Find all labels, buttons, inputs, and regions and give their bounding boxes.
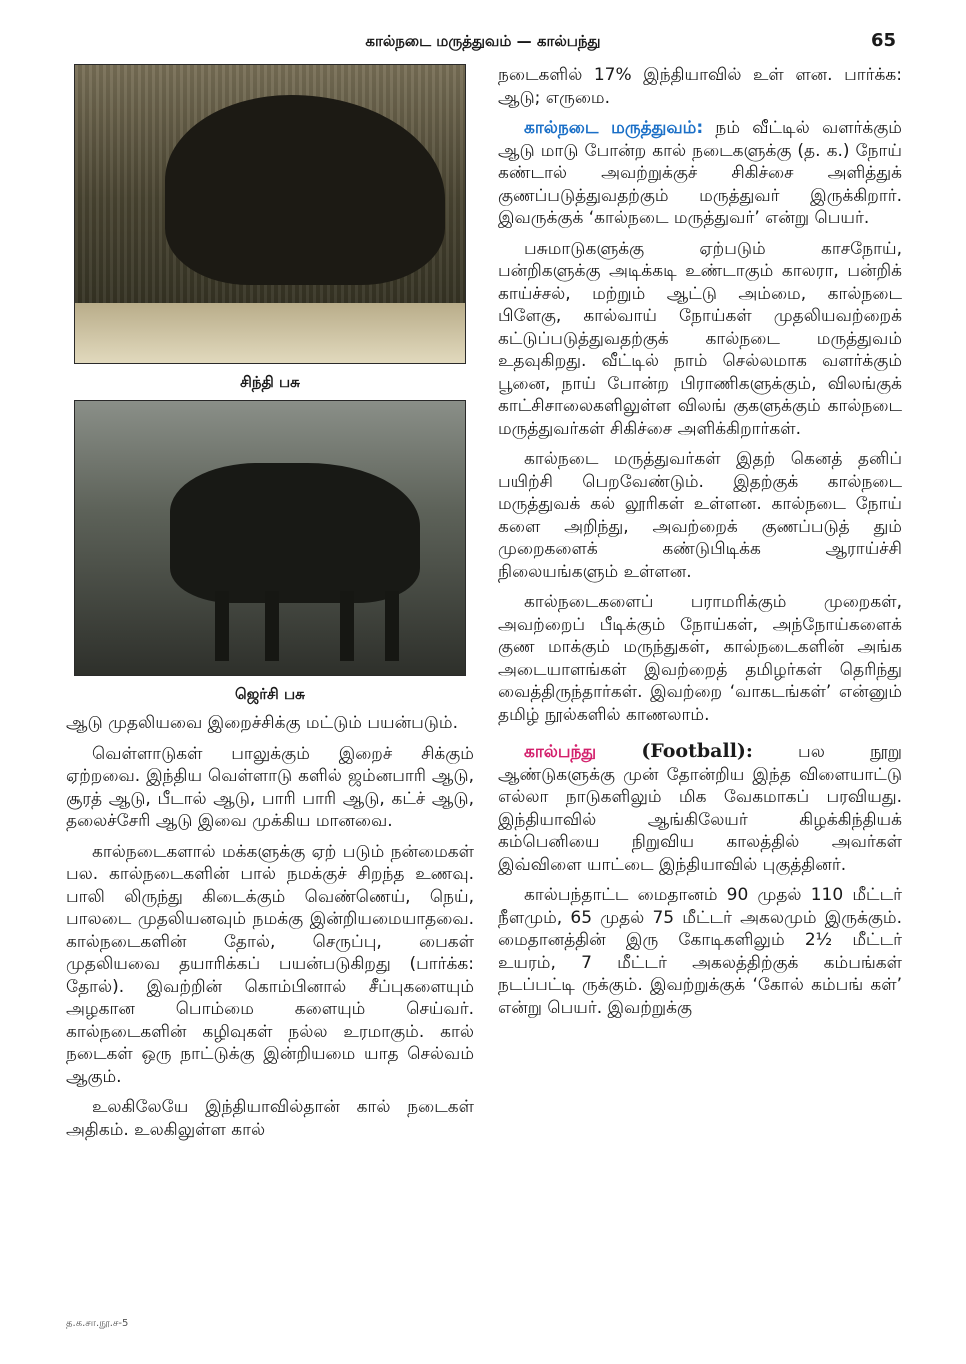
- paragraph: ஆடு முதலியவை இறைச்சிக்கு மட்டும் பயன்படும்.: [66, 713, 458, 733]
- right-column: [498, 64, 902, 1027]
- entry-term: கால்நடை மருத்துவம்:: [524, 118, 704, 138]
- paragraph: நடைகளில் 17% இந்தியாவில் உள் ளன. பார்க்க: ஆடு; எருமை.: [498, 65, 902, 108]
- entry-lead-text: நம் வீட்டில் வளர்க்கும் ஆடு மாடு போன்ற கால் நடைகளுக்கு (த. க.) நோய் கண்டால் அவற்றுக்குச் சிகிச்சை அளித்துக் குணப்படுத்துவதற்கும் மருத்துவர் இருக்கிறார். இவருக்குக் ‘கால்நடை மருத்துவர்’ என்று பெயர்.: [498, 118, 902, 228]
- left-column: [66, 64, 474, 1149]
- paragraph: உலகிலேயே இந்தியாவில்தான் கால் நடைகள் அதிகம். உலகிலுள்ள கால்: [66, 1097, 474, 1140]
- entry-lead-text: பல நூறு ஆண்டுகளுக்கு முன் தோன்றிய இந்த விளையாட்டு எல்லா நாடுகளிலும் மிக வேகமாகப் பரவியது. இந்தியாவில் ஆங்கிலேயர் கிழக்கிந்தியக் கம்பெனியை நிறுவிய காலத்தில் அவர்கள் இவ்விளை யாட்டை இந்தியாவில் புகுத்தினர்.: [498, 742, 902, 875]
- entry-veterinary: [498, 117, 902, 230]
- entry-football: [498, 740, 902, 876]
- entry-latin: (Football):: [641, 740, 753, 762]
- figure-jersey-cow: [66, 400, 474, 704]
- figure-caption: சிந்தி பசு: [240, 373, 300, 391]
- page-header: [0, 30, 966, 56]
- paragraph: கால்நடை மருத்துவர்கள் இதற் கெனத் தனிப் பயிற்சி பெறவேண்டும். இதற்குக் கால்நடை மருத்துவக் கல் லூரிகள் உள்ளன. கால்நடை நோய் களை அறிந்து, அவற்றைக் குணப்படுத் தும் முறைகளைக் கண்டுபிடிக்க ஆராய்ச்சி நிலையங்களும் உள்ளன.: [498, 449, 902, 582]
- running-head: கால்நடை மருத்துவம் — கால்பந்து: [365, 32, 601, 50]
- paragraph: பசுமாடுகளுக்கு ஏற்படும் காசநோய், பன்றிகளுக்கு அடிக்கடி உண்டாகும் காலரா, பன்றிக் காய்ச்சல், மற்றும் ஆட்டு அம்மை, கால்நடை பிளேகு, கால்வாய் நோய்கள் முதலியவற்றைக் கட்டுப்படுத்துவதற்குக் கால்நடை மருத்துவம் உதவுகிறது. வீட்டில் நாம் செல்லமாக வளர்க்கும் பூனை, நாய் போன்ற பிராணிகளுக்கும், விலங்குக் காட்சிசாலைகளிலுள்ள விலங் குகளுக்கும் கால்நடை மருத்துவர்கள் சிகிச்சை அளிக்கிறார்கள்.: [498, 238, 902, 439]
- jersey-cow-photo: [74, 400, 466, 676]
- figure-sindhi-cow: [66, 64, 474, 392]
- paragraph: கால்நடைகளால் மக்களுக்கு ஏற் படும் நன்மைகள் பல. கால்நடைகளின் பால் நமக்குச் சிறந்த உணவு. பாலி லிருந்து கிடைக்கும் வெண்ணெய், நெய், பாலடை முதலியனவும் நமக்கு இன்றியமையாதவை. கால்நடைகளின் தோல், செருப்பு, பைகள் முதலியவை தயாரிக்கப் பயன்படுகிறது (பார்க்க: தோல்). இவற்றின் கொம்பினால் சீப்புகளையும் அழகான பொம்மை களையும் செய்வர். கால்நடைகளின் கழிவுகள் நல்ல உரமாகும். கால் நடைகள் ஒரு நாட்டுக்கு இன்றியமை யாத செல்வம் ஆகும்.: [66, 841, 474, 1087]
- paragraph: கால்நடைகளைப் பராமரிக்கும் முறைகள், அவற்றைப் பீடிக்கும் நோய்கள், அந்நோய்களைக் குண மாக்கும் மருந்துகள், கால்நடைகளின் அங்க அடையாளங்கள் இவற்றைத் தமிழர்கள் தெரிந்து வைத்திருந்தார்கள். இவற்றை ‘வாகடங்கள்’ என்னும் தமிழ் நூல்களில் காணலாம்.: [498, 592, 902, 725]
- paragraph: கால்பந்தாட்ட மைதானம் 90 முதல் 110 மீட்டர் நீளமும், 65 முதல் 75 மீட்டர் அகலமும் இருக்கும். மைதானத்தின் இரு கோடிகளிலும் 2½ மீட்டர் உயரம், 7 மீட்டர் அகலத்திற்குக் கம்பங்கள் நடப்பட்டி ருக்கும். இவற்றுக்குக் ‘கோல் கம்பங் கள்’ என்று பெயர். இவற்றுக்கு: [498, 885, 902, 1018]
- page-number: 65: [870, 30, 896, 51]
- paragraph: வெள்ளாடுகள் பாலுக்கும் இறைச் சிக்கும் ஏற்றவை. இந்திய வெள்ளாடு களில் ஜம்னபாரி ஆடு, சூரத் ஆடு, பீடால் ஆடு, பாரி பாரி ஆடு, கட்ச் ஆடு, தலைச்சேரி ஆடு இவை முக்கிய மானவை.: [66, 743, 474, 831]
- figure-caption: ஜெர்சி பசு: [235, 685, 305, 703]
- sindhi-cow-photo: [74, 64, 466, 364]
- footer-mark: த.க.சா.நூ.ச-5: [66, 1318, 129, 1329]
- entry-term: கால்பந்து: [524, 742, 597, 762]
